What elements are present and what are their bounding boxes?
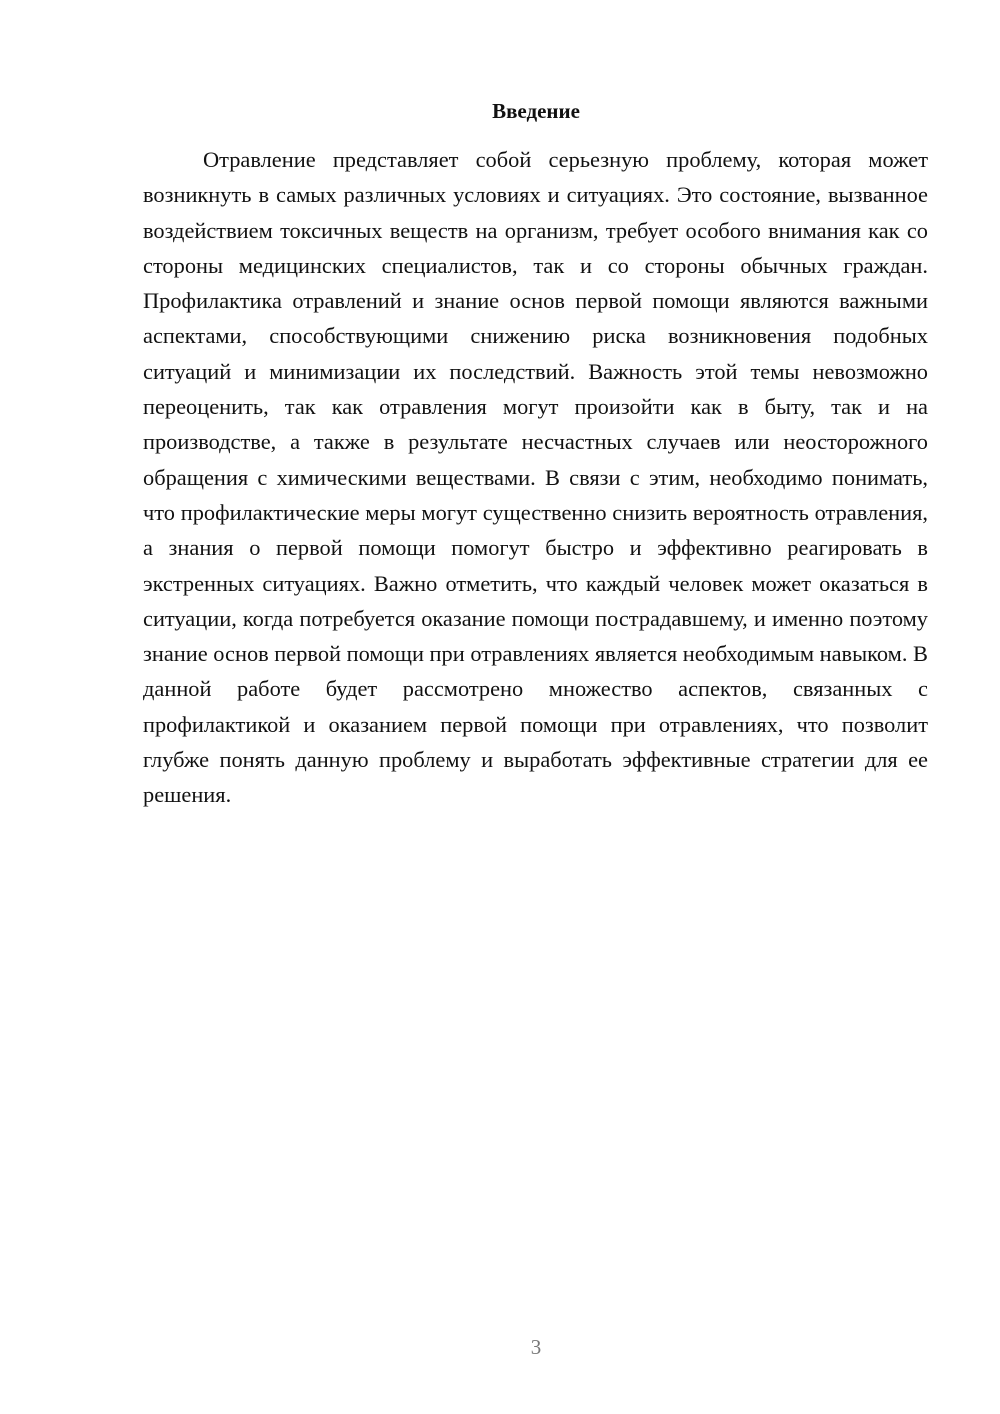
page-number: 3: [530, 1335, 542, 1359]
body-paragraph: Отравление представляет собой серьезную проблему, которая может возникнуть в самых различных условиях и ситуациях. Это состояние, вызванное воздействием токсичных веществ на организм, требует особого внимания как со стороны медицинских специалистов, так и со стороны обычных граждан. Профилактика отравлений и знание основ первой помощи являются важными аспектами, способствующими снижению риска возникновения подобных ситуаций и минимизации их последствий. Важность этой темы невозможно переоценить, так как отравления могут произойти как в быту, так и на производстве, а также в результате несчастных случаев или неосторожного обращения с химическими веществами. В связи с этим, необходимо понимать, что профилактические меры могут существенно снизить вероятность отравления, а знания о первой помощи помогут быстро и эффективно реагировать в экстренных ситуациях. Важно отметить, что каждый человек может оказаться в ситуации, когда потребуется оказание помощи пострадавшему, и именно поэтому знание основ первой помощи при отравлениях является необходимым навыком. В данной работе будет рассмотрено множество аспектов, связанных с профилактикой и оказанием первой помощи при отравлениях, что позволит глубже понять данную проблему и выработать эффективные стратегии для ее решения.: [143, 147, 928, 808]
section-heading: Введение: [492, 99, 580, 123]
